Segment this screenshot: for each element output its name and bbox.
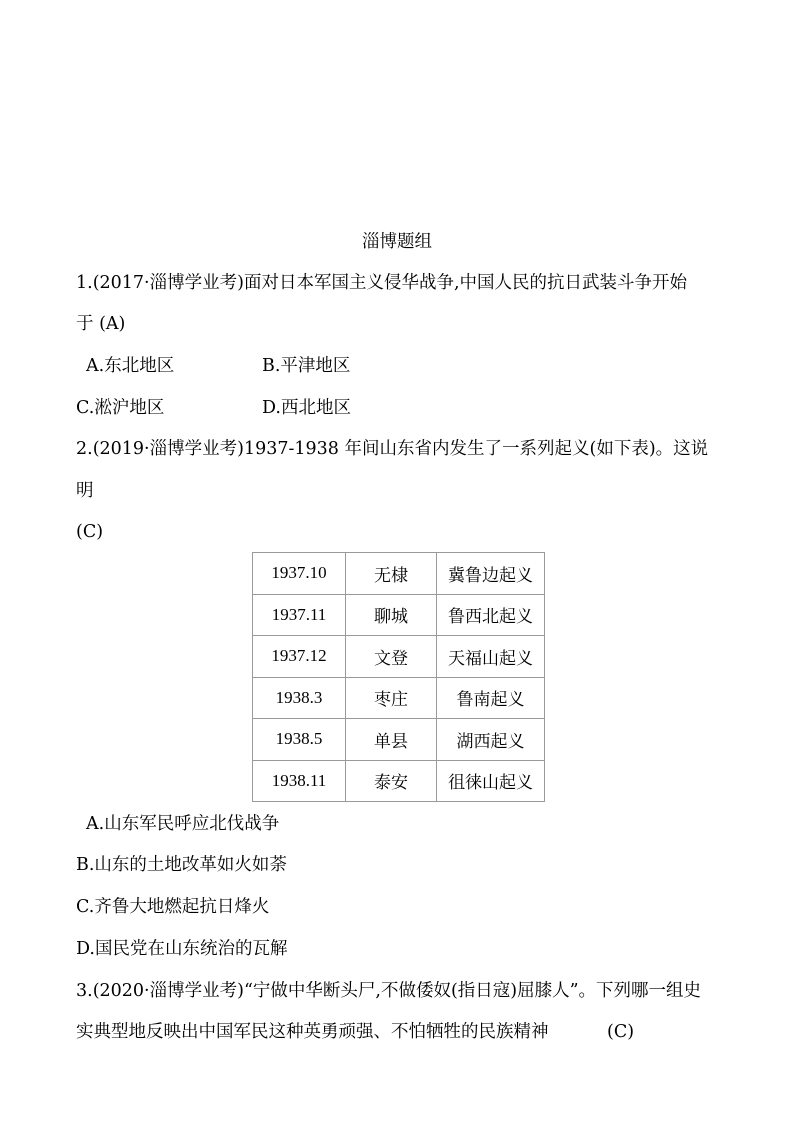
table-row [253,594,545,636]
table-cell-date: 1937.11 [253,594,346,636]
table-cell-date: 1938.11 [253,760,346,802]
q1-option-d: D.西北地区 [262,398,351,418]
q1-option-b: B.平津地区 [262,356,351,376]
section-title: 淄博题组 [362,232,432,252]
table-cell-date: 1938.3 [253,677,346,719]
q3-stem-line2: 实典型地反映出中国军民这种英勇顽强、不怕牺牲的民族精神 [76,1022,549,1042]
table-cell-place: 文登 [346,636,437,678]
table-cell-place: 枣庄 [346,677,437,719]
q1-option-a: A.东北地区 [86,356,175,376]
q1-stem-line1: 1.(2017·淄博学业考)面对日本军国主义侵华战争,中国人民的抗日武装斗争开始 [76,273,688,293]
table-cell-date: 1938.5 [253,719,346,761]
table-cell-event: 鲁南起义 [437,677,545,719]
q2-stem-line1: 2.(2019·淄博学业考)1937-1938 年间山东省内发生了一系列起义(如下表)。这说 [76,439,709,459]
q2-stem-line2: 明 [76,481,94,501]
table-cell-place: 无棣 [346,553,437,595]
table-row [253,719,545,761]
uprising-table [252,552,545,802]
table-cell-event: 徂徕山起义 [437,760,545,802]
q1-stem-line2: 于 (A) [76,314,126,334]
table-row [253,553,545,595]
table-cell-event: 冀鲁边起义 [437,553,545,595]
q1-option-c: C.淞沪地区 [76,398,165,418]
table-cell-event: 天福山起义 [437,636,545,678]
q3-answer: (C) [607,1022,635,1042]
table-cell-event: 湖西起义 [437,719,545,761]
table-cell-place: 单县 [346,719,437,761]
table-cell-event: 鲁西北起义 [437,594,545,636]
table-row [253,677,545,719]
table-row [253,636,545,678]
q2-option-c: C.齐鲁大地燃起抗日烽火 [76,897,270,917]
table-cell-date: 1937.12 [253,636,346,678]
table-row [253,760,545,802]
table-cell-place: 泰安 [346,760,437,802]
q2-option-d: D.国民党在山东统治的瓦解 [76,939,288,959]
table-cell-date: 1937.10 [253,553,346,595]
q2-option-a: A.山东军民呼应北伐战争 [86,814,280,834]
q2-option-b: B.山东的土地改革如火如荼 [76,855,287,875]
table-cell-place: 聊城 [346,594,437,636]
q2-answer: (C) [76,522,104,542]
q3-stem-line1: 3.(2020·淄博学业考)“宁做中华断头尸,不做倭奴(指日寇)屈膝人”。下列哪一组史 [76,981,702,1001]
